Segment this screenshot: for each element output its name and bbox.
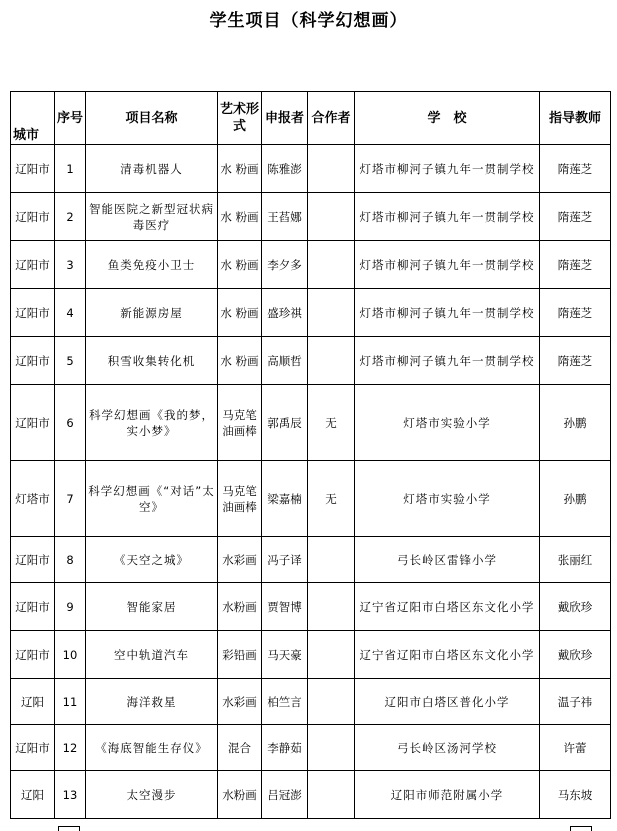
- cell-index: 11: [55, 679, 86, 725]
- cell-city: 辽阳市: [11, 583, 55, 631]
- cell-project-name: 科学幻想画《“对话”太空》: [86, 461, 218, 537]
- cell-collaborator: [308, 337, 355, 385]
- table-row: [11, 537, 611, 583]
- table-row: [11, 583, 611, 631]
- cell-collaborator: 无: [308, 385, 355, 461]
- cell-school: 灯塔市实验小学: [355, 385, 540, 461]
- cell-applicant: 王萏娜: [262, 193, 308, 241]
- cell-index: 12: [55, 725, 86, 771]
- cell-collaborator: [308, 289, 355, 337]
- student-projects-table: [10, 91, 611, 819]
- cell-teacher: 隋莲芝: [540, 145, 611, 193]
- page-title: 学生项目（科学幻想画）: [209, 11, 408, 31]
- table-row: [11, 461, 611, 537]
- table-row: [11, 631, 611, 679]
- header-project-name: 项目名称: [86, 92, 218, 145]
- header-applicant: 申报者: [262, 92, 308, 145]
- cell-applicant: 贾智博: [262, 583, 308, 631]
- cell-collaborator: [308, 631, 355, 679]
- cell-school: 弓长岭区雷锋小学: [355, 537, 540, 583]
- cell-applicant: 马天豪: [262, 631, 308, 679]
- table-row: [11, 289, 611, 337]
- cell-project-name: 清毒机器人: [86, 145, 218, 193]
- cell-city: 辽阳: [11, 679, 55, 725]
- cell-city: 辽阳: [11, 771, 55, 819]
- table-row: [11, 193, 611, 241]
- cell-index: 2: [55, 193, 86, 241]
- cell-project-name: 《海底智能生存仪》: [86, 725, 218, 771]
- cell-project-name: 鱼类免疫小卫士: [86, 241, 218, 289]
- cell-collaborator: [308, 145, 355, 193]
- cell-art-form: 彩铅画: [218, 631, 262, 679]
- cell-art-form: 水 粉画: [218, 241, 262, 289]
- cell-school: 灯塔市实验小学: [355, 461, 540, 537]
- cell-index: 8: [55, 537, 86, 583]
- cell-collaborator: [308, 583, 355, 631]
- cell-project-name: 海洋救星: [86, 679, 218, 725]
- cell-teacher: 孙鹏: [540, 461, 611, 537]
- cell-project-name: 《天空之城》: [86, 537, 218, 583]
- cell-index: 5: [55, 337, 86, 385]
- table-row: [11, 385, 611, 461]
- cell-school: 灯塔市柳河子镇九年一贯制学校: [355, 193, 540, 241]
- cell-project-name: 新能源房屋: [86, 289, 218, 337]
- cell-city: 辽阳市: [11, 725, 55, 771]
- cell-index: 13: [55, 771, 86, 819]
- cell-collaborator: 无: [308, 461, 355, 537]
- cell-teacher: 孙鹏: [540, 385, 611, 461]
- table-row: [11, 337, 611, 385]
- cell-index: 4: [55, 289, 86, 337]
- cell-collaborator: [308, 241, 355, 289]
- cell-applicant: 梁嘉楠: [262, 461, 308, 537]
- table-row: [11, 771, 611, 819]
- cell-school: 灯塔市柳河子镇九年一贯制学校: [355, 289, 540, 337]
- table-row: [11, 679, 611, 725]
- cell-project-name: 智能医院之新型冠状病毒医疗: [86, 193, 218, 241]
- cell-teacher: 隋莲芝: [540, 241, 611, 289]
- cell-project-name: 太空漫步: [86, 771, 218, 819]
- table-header-row: [11, 92, 611, 145]
- cell-art-form: 混合: [218, 725, 262, 771]
- cell-teacher: 戴欣珍: [540, 583, 611, 631]
- cell-teacher: 戴欣珍: [540, 631, 611, 679]
- table-body: [11, 145, 611, 819]
- cell-teacher: 许蕾: [540, 725, 611, 771]
- table-row: [11, 145, 611, 193]
- cell-art-form: 马克笔油画棒: [218, 385, 262, 461]
- cell-art-form: 水彩画: [218, 537, 262, 583]
- header-city: 城市: [11, 92, 55, 145]
- cell-city: 辽阳市: [11, 289, 55, 337]
- cell-art-form: 水 粉画: [218, 289, 262, 337]
- header-index: 序号: [55, 92, 86, 145]
- cell-city: 辽阳市: [11, 385, 55, 461]
- table-row: [11, 725, 611, 771]
- header-collaborator: 合作者: [308, 92, 355, 145]
- cell-city: 灯塔市: [11, 461, 55, 537]
- cell-applicant: 高顺哲: [262, 337, 308, 385]
- cell-art-form: 马克笔油画棒: [218, 461, 262, 537]
- cell-school: 辽宁省辽阳市白塔区东文化小学: [355, 631, 540, 679]
- cell-applicant: 李夕多: [262, 241, 308, 289]
- cell-index: 10: [55, 631, 86, 679]
- footer-bracket-right: [570, 826, 592, 831]
- cell-project-name: 空中轨道汽车: [86, 631, 218, 679]
- cell-art-form: 水彩画: [218, 679, 262, 725]
- table-row: [11, 241, 611, 289]
- header-art-form: 艺术形式: [218, 92, 262, 145]
- cell-school: 灯塔市柳河子镇九年一贯制学校: [355, 241, 540, 289]
- cell-collaborator: [308, 537, 355, 583]
- cell-applicant: 冯子译: [262, 537, 308, 583]
- cell-index: 6: [55, 385, 86, 461]
- cell-applicant: 郭禹辰: [262, 385, 308, 461]
- cell-collaborator: [308, 193, 355, 241]
- cell-index: 7: [55, 461, 86, 537]
- cell-collaborator: [308, 771, 355, 819]
- cell-school: 辽阳市师范附属小学: [355, 771, 540, 819]
- cell-school: 弓长岭区汤河学校: [355, 725, 540, 771]
- cell-applicant: 吕冠澎: [262, 771, 308, 819]
- cell-teacher: 张丽红: [540, 537, 611, 583]
- cell-applicant: 陈雅澎: [262, 145, 308, 193]
- cell-school: 灯塔市柳河子镇九年一贯制学校: [355, 145, 540, 193]
- cell-teacher: 隋莲芝: [540, 193, 611, 241]
- cell-collaborator: [308, 679, 355, 725]
- cell-applicant: 柏竺言: [262, 679, 308, 725]
- cell-applicant: 盛珍祺: [262, 289, 308, 337]
- cell-index: 1: [55, 145, 86, 193]
- cell-city: 辽阳市: [11, 337, 55, 385]
- cell-collaborator: [308, 725, 355, 771]
- cell-art-form: 水 粉画: [218, 337, 262, 385]
- cell-project-name: 积雪收集转化机: [86, 337, 218, 385]
- cell-art-form: 水粉画: [218, 583, 262, 631]
- cell-school: 辽宁省辽阳市白塔区东文化小学: [355, 583, 540, 631]
- cell-applicant: 李静茹: [262, 725, 308, 771]
- cell-city: 辽阳市: [11, 631, 55, 679]
- header-teacher: 指导教师: [540, 92, 611, 145]
- cell-teacher: 马东坡: [540, 771, 611, 819]
- cell-city: 辽阳市: [11, 241, 55, 289]
- cell-teacher: 隋莲芝: [540, 289, 611, 337]
- cell-art-form: 水 粉画: [218, 145, 262, 193]
- cell-project-name: 智能家居: [86, 583, 218, 631]
- cell-index: 9: [55, 583, 86, 631]
- cell-art-form: 水粉画: [218, 771, 262, 819]
- cell-teacher: 隋莲芝: [540, 337, 611, 385]
- cell-school: 灯塔市柳河子镇九年一贯制学校: [355, 337, 540, 385]
- cell-city: 辽阳市: [11, 193, 55, 241]
- footer-bracket-left: [58, 826, 80, 831]
- cell-city: 辽阳市: [11, 537, 55, 583]
- cell-teacher: 温子祎: [540, 679, 611, 725]
- cell-index: 3: [55, 241, 86, 289]
- header-school: 学 校: [355, 92, 540, 145]
- cell-school: 辽阳市白塔区普化小学: [355, 679, 540, 725]
- cell-art-form: 水 粉画: [218, 193, 262, 241]
- cell-project-name: 科学幻想画《我的梦，实小梦》: [86, 385, 218, 461]
- cell-city: 辽阳市: [11, 145, 55, 193]
